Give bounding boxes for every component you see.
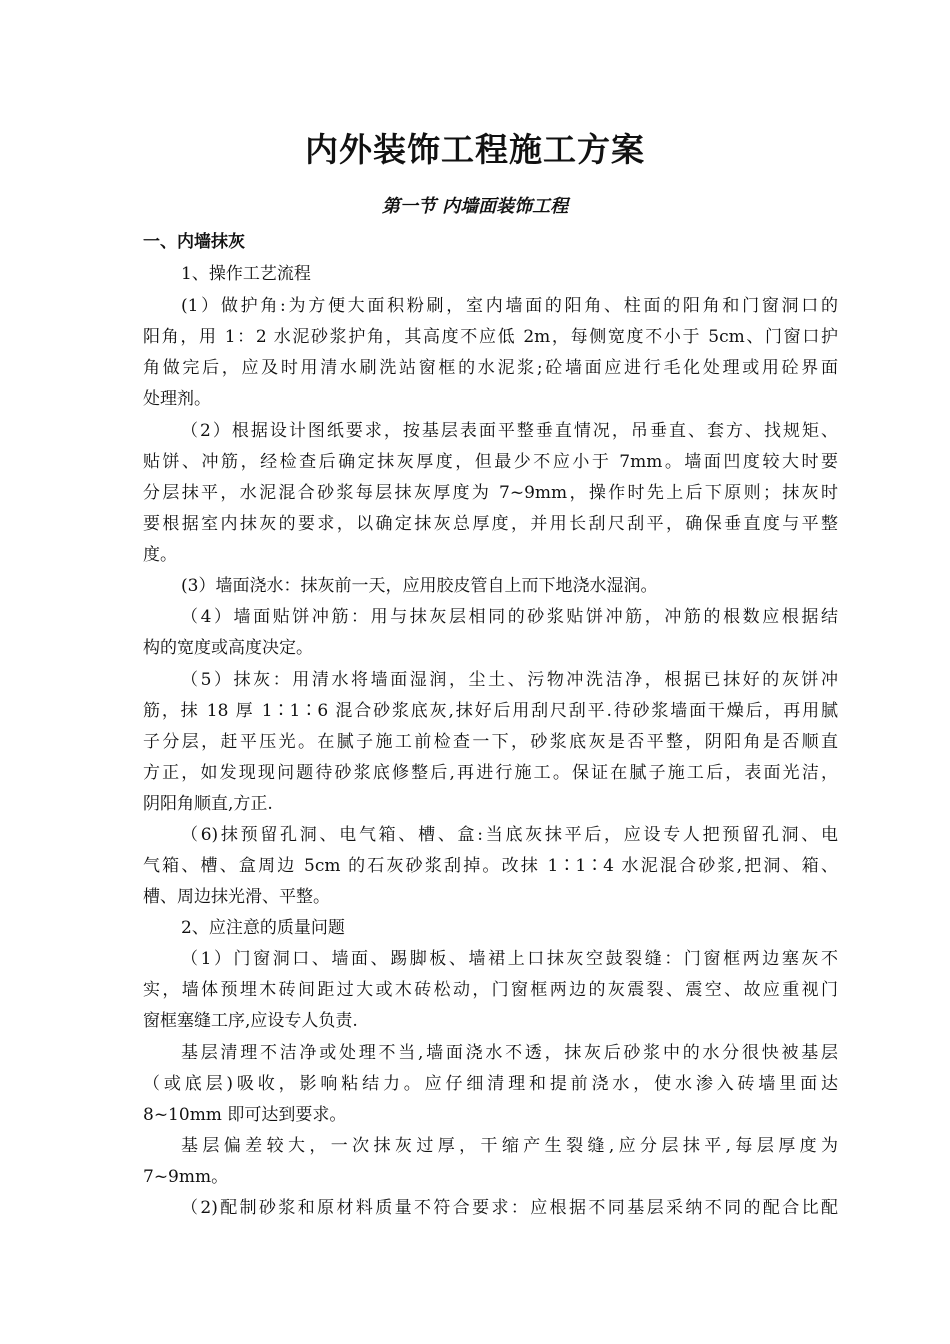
document-title: 内外装饰工程施工方案 (305, 130, 645, 169)
paragraph-line: 子分层，赶平压光。在腻子施工前检查一下，砂浆底灰是否平整，阴阳角是否顺直 (143, 732, 838, 752)
paragraph-line: 气箱、槽、盒周边 5cm 的石灰砂浆刮掉。改抹 1∶1∶4 水泥混合砂浆,把洞、箱、 (143, 856, 838, 876)
paragraph-line: （2)配制砂浆和原材料质量不符合要求：应根据不同基层采纳不同的配合比配 (181, 1198, 838, 1218)
paragraph-line: 要根据室内抹灰的要求，以确定抹灰总厚度，并用长刮尺刮平，确保垂直度与平整 (143, 514, 838, 534)
section-title: 第一节 内墙面装饰工程 (381, 196, 569, 217)
paragraph-line: 7~9mm。 (143, 1167, 229, 1187)
paragraph-line: 方正，如发现现问题待砂浆底修整后,再进行施工。保证在腻子施工后，表面光洁， (143, 763, 838, 783)
heading-interior-plastering: 一、内墙抹灰 (143, 232, 245, 252)
paragraph-line: 处理剂。 (143, 389, 211, 409)
paragraph-line: （2）根据设计图纸要求，按基层表面平整垂直情况，吊垂直、套方、找规矩、 (181, 421, 838, 441)
paragraph-line: 基层清理不洁净或处理不当,墙面浇水不透，抹灰后砂浆中的水分很快被基层 (181, 1043, 838, 1063)
paragraph-line: (1）做护角:为方便大面积粉刷，室内墙面的阳角、柱面的阳角和门窗洞口的 (181, 296, 838, 316)
paragraph-line: 贴饼、冲筋，经检查后确定抹灰厚度，但最少不应小于 7mm。墙面凹度较大时要 (143, 452, 838, 472)
paragraph-line: 分层抹平，水泥混合砂浆每层抹灰厚度为 7~9mm，操作时先上后下原则；抹灰时 (143, 483, 838, 503)
paragraph-line: 构的宽度或高度决定。 (143, 638, 313, 658)
paragraph-line: 窗框塞缝工序,应设专人负责. (143, 1011, 358, 1031)
paragraph-line: 角做完后，应及时用清水刷洗站窗框的水泥浆;砼墙面应进行毛化处理或用砼界面 (143, 358, 838, 378)
paragraph-line: 实，墙体预埋木砖间距过大或木砖松动，门窗框两边的灰震裂、震空、故应重视门 (143, 980, 838, 1000)
paragraph-line: 基层偏差较大，一次抹灰过厚，干缩产生裂缝,应分层抹平,每层厚度为 (181, 1136, 838, 1156)
paragraph-line: （5）抹灰：用清水将墙面湿润，尘土、污物冲洗洁净，根据已抹好的灰饼冲 (181, 670, 838, 690)
subheading-process: 1、操作工艺流程 (181, 264, 311, 284)
paragraph-line: （1）门窗洞口、墙面、踢脚板、墙裙上口抹灰空鼓裂缝：门窗框两边塞灰不 (181, 949, 838, 969)
paragraph-line: （或底层)吸收，影响粘结力。应仔细清理和提前浇水，使水渗入砖墙里面达 (143, 1074, 838, 1094)
paragraph-line: （6)抹预留孔洞、电气箱、槽、盒:当底灰抹平后，应设专人把预留孔洞、电 (181, 825, 838, 845)
subheading-quality-issues: 2、应注意的质量问题 (181, 918, 345, 938)
paragraph-line: （4）墙面贴饼冲筋：用与抹灰层相同的砂浆贴饼冲筋，冲筋的根数应根据结 (181, 607, 838, 627)
paragraph-line: 筋，抹 18 厚 1∶1∶6 混合砂浆底灰,抹好后用刮尺刮平.待砂浆墙面干燥后，再用腻 (143, 701, 838, 721)
paragraph-line: 8~10mm 即可达到要求。 (143, 1105, 347, 1125)
paragraph-line: 阳角，用 1：2 水泥砂浆护角，其高度不应低 2m，每侧宽度不小于 5cm、门窗口护 (143, 327, 838, 347)
paragraph-line: 槽、周边抹光滑、平整。 (143, 887, 330, 907)
paragraph-line: (3）墙面浇水：抹灰前一天，应用胶皮管自上而下地浇水湿润。 (181, 576, 658, 596)
paragraph-line: 阴阳角顺直,方正. (143, 794, 273, 814)
paragraph-line: 度。 (143, 545, 177, 565)
